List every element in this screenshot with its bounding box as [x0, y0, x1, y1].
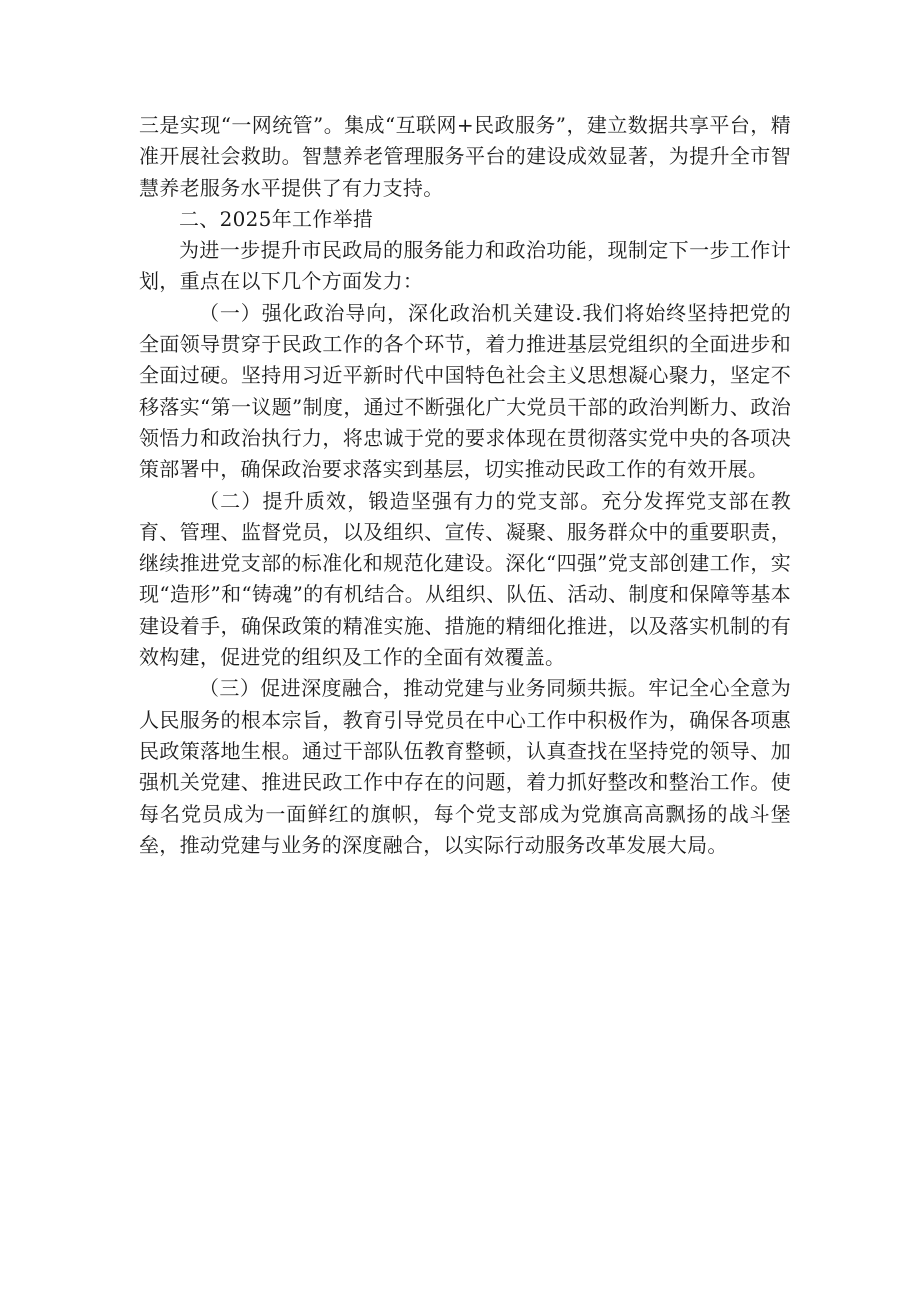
- document-page: [139, 110, 791, 861]
- section-heading: 二、2025年工作举措: [179, 206, 374, 231]
- paragraph-intro: 三是实现“一网统管”。集成“互联网+民政服务”，建立数据共享平台，精准开展社会救助。智慧养老管理服务平台的建设成效显著，为提升全市智慧养老服务水平提供了有力支持。: [139, 113, 791, 200]
- paragraph-item-1: （一）强化政治导向，深化政治机关建设.我们将始终坚持把党的全面领导贯穿于民政工作的各个环节，着力推进基层党组织的全面进步和全面过硬。坚持用习近平新时代中国特色社会主义思想凝心聚力，坚定不移落实“第一议题”制度，通过不断强化广大党员干部的政治判断力、政治领悟力和政治执行力，将忠诚于党的要求体现在贯彻落实党中央的各项决策部署中，确保政治要求落实到基层，切实推动民政工作的有效开展。: [139, 300, 791, 482]
- paragraph-lead: 为进一步提升市民政局的服务能力和政治功能，现制定下一步工作计划，重点在以下几个方面发力：: [139, 238, 791, 294]
- paragraph-item-2: （二）提升质效，锻造坚强有力的党支部。充分发挥党支部在教育、管理、监督党员，以及组织、宣传、凝聚、服务群众中的重要职责，继续推进党支部的标准化和规范化建设。深化“四强”党支部创建工作，实现“造形”和“铸魂”的有机结合。从组织、队伍、活动、制度和保障等基本建设着手，确保政策的精准实施、措施的精细化推进，以及落实机制的有效构建，促进党的组织及工作的全面有效覆盖。: [139, 488, 791, 670]
- paragraph-item-3: （三）促进深度融合，推动党建与业务同频共振。牢记全心全意为人民服务的根本宗旨，教育引导党员在中心工作中积极作为，确保各项惠民政策落地生根。通过干部队伍教育整顿，认真查找在坚持党的领导、加强机关党建、推进民政工作中存在的问题，着力抓好整改和整治工作。使每名党员成为一面鲜红的旗帜，每个党支部成为党旗高高飘扬的战斗堡垒，推动党建与业务的深度融合，以实际行动服务改革发展大局。: [139, 676, 791, 857]
